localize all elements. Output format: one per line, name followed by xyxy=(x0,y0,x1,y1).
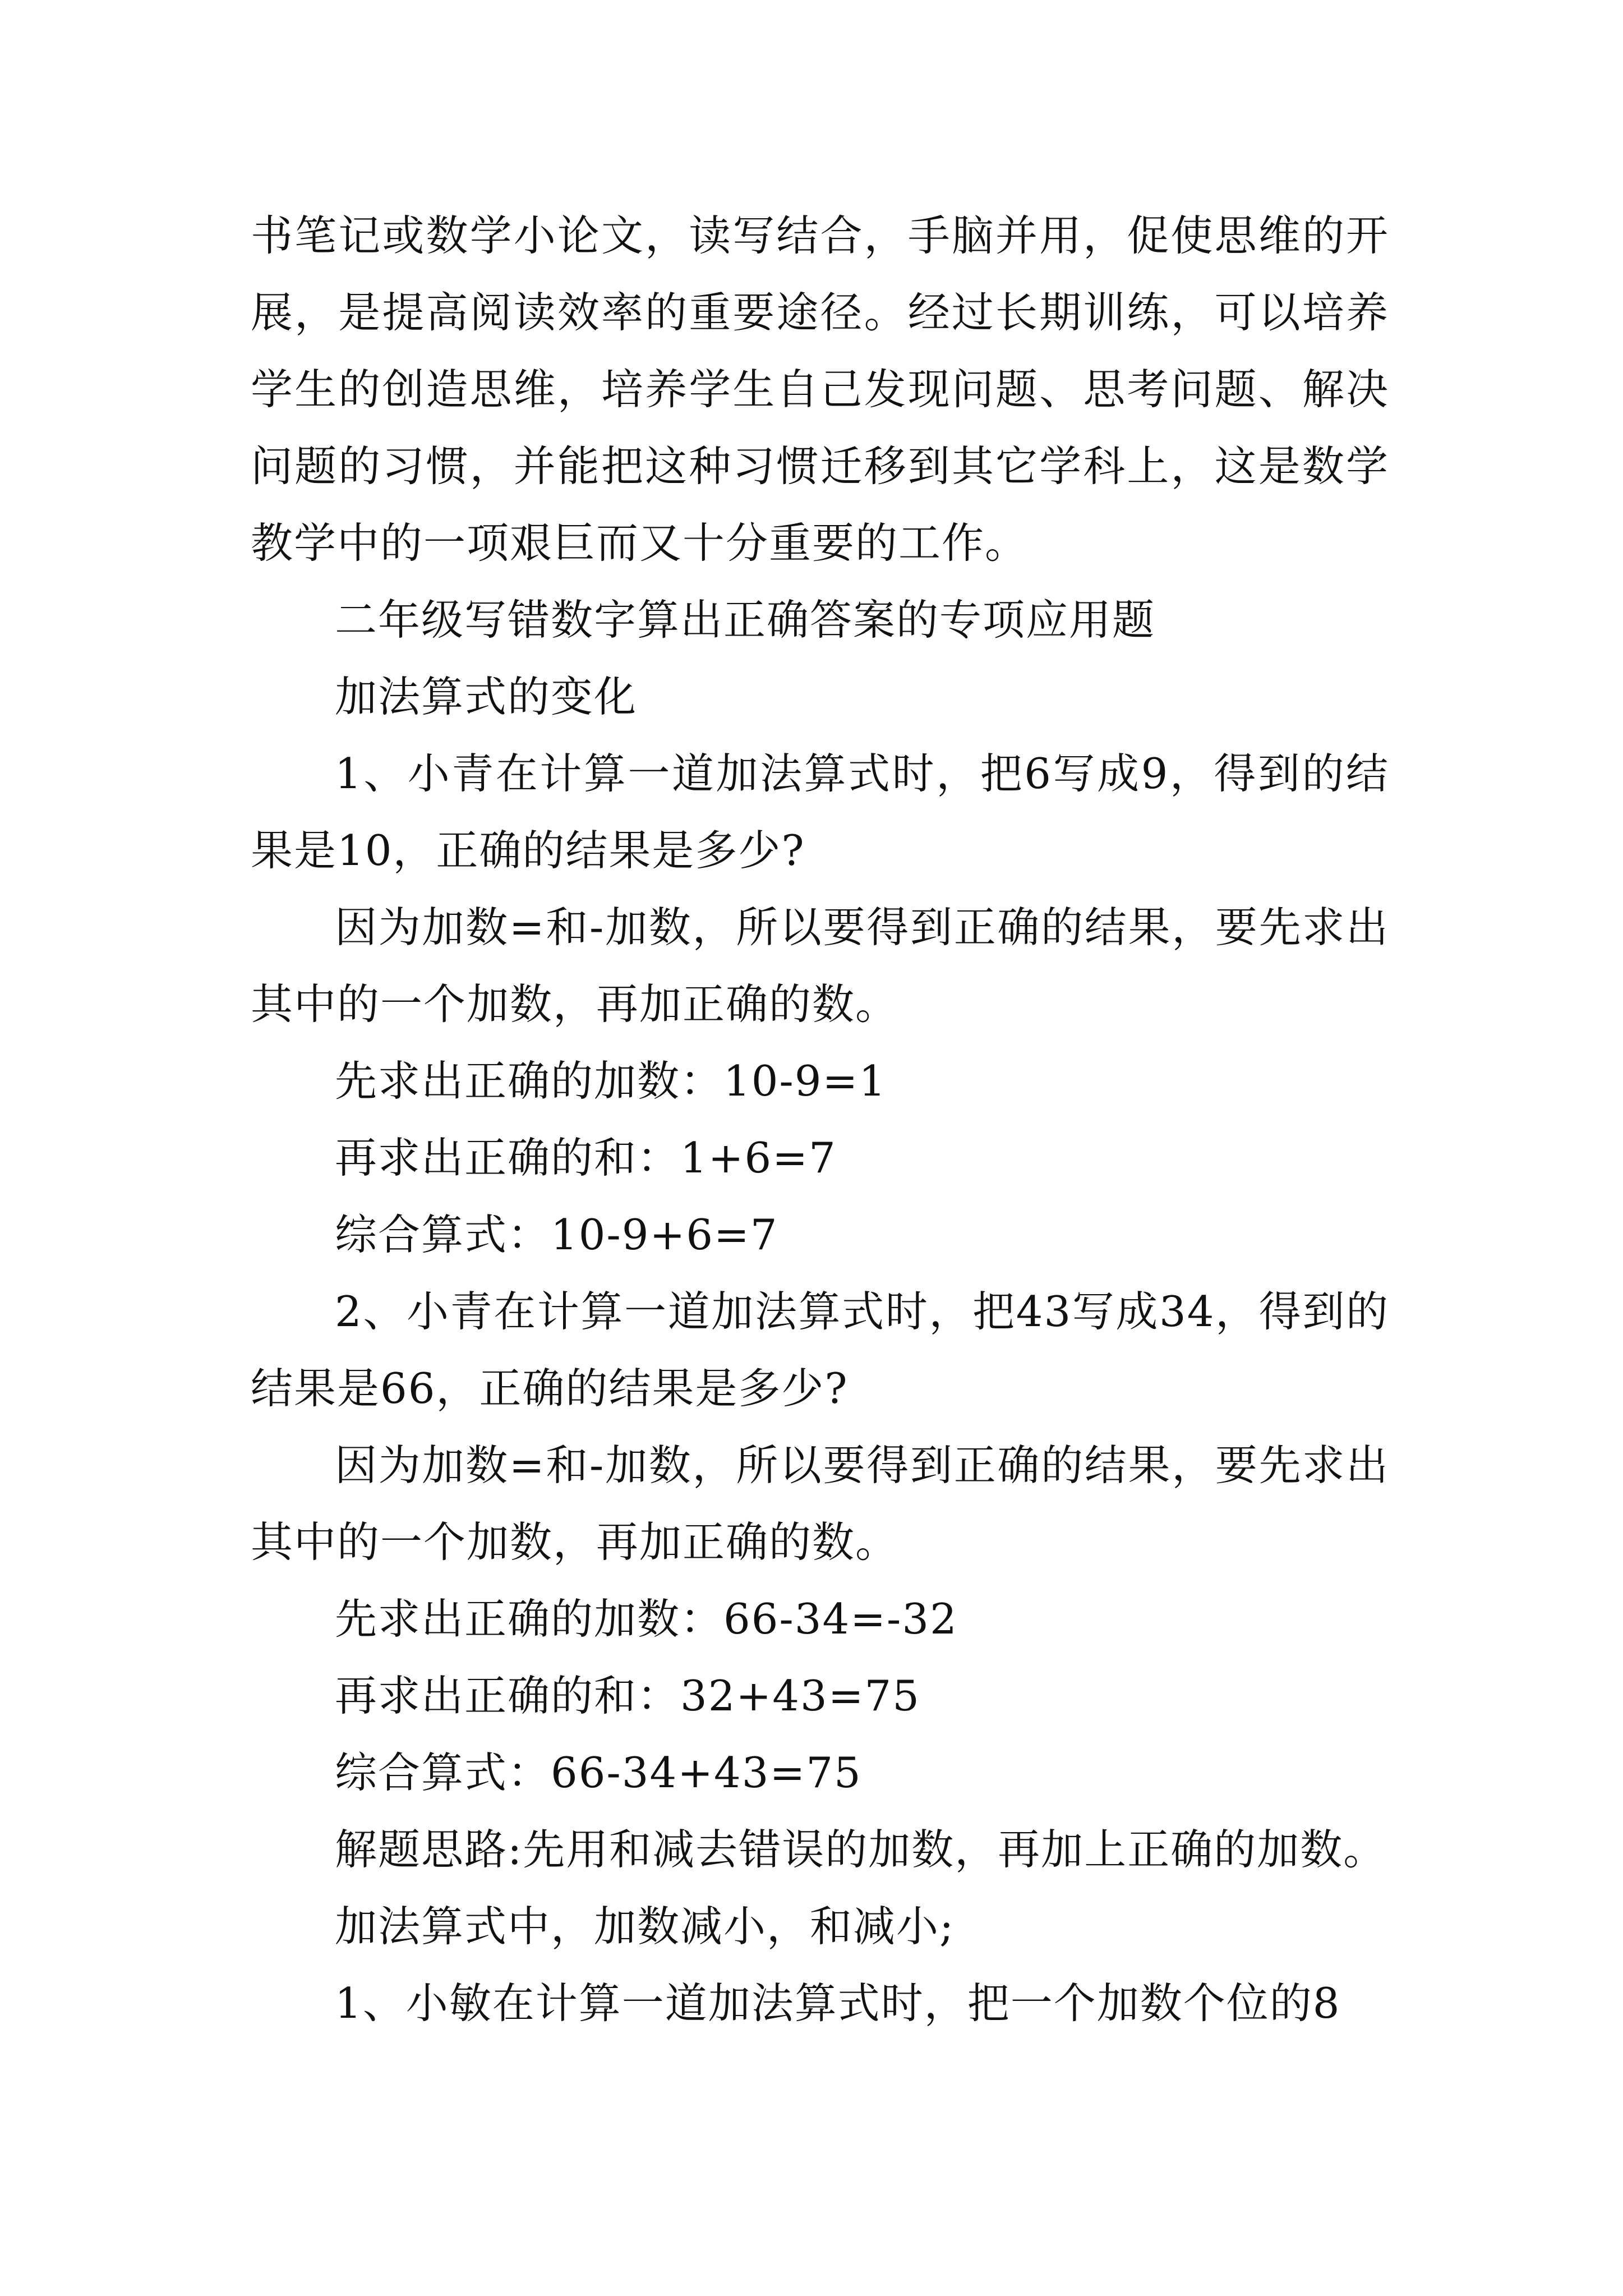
paragraph-continuation: 书笔记或数学小论文，读写结合，手脑并用，促使思维的开展，是提高阅读效率的重要途径。经过长期训练，可以培养学生的创造思维，培养学生自己发现问题、思考问题、解决问题的习惯，并能把这种习惯迁移到其它学科上，这是数学教学中的一项艰巨而又十分重要的工作。 xyxy=(251,211,1389,568)
problem-1: 1、小青在计算一道加法算式时，把6写成9，得到的结果是10，正确的结果是多少? xyxy=(251,749,1389,875)
document-body xyxy=(251,197,1389,2042)
step-1-find-addend: 先求出正确的加数：10-9=1 xyxy=(335,1056,887,1106)
explanation-2: 因为加数=和-加数，所以要得到正确的结果，要先求出其中的一个加数，再加正确的数。 xyxy=(251,1441,1389,1567)
rule-statement: 加法算式中，加数减小，和减小; xyxy=(335,1902,955,1951)
problem-2: 2、小青在计算一道加法算式时，把43写成34，得到的结果是66，正确的结果是多少? xyxy=(251,1287,1389,1413)
subsection-heading: 加法算式的变化 xyxy=(335,672,638,721)
step-2-combined: 综合算式：66-34+43=75 xyxy=(335,1748,862,1797)
step-2-find-sum: 再求出正确的和：32+43=75 xyxy=(335,1671,920,1720)
step-1-find-sum: 再求出正确的和：1+6=7 xyxy=(335,1133,837,1182)
section-heading: 二年级写错数字算出正确答案的专项应用题 xyxy=(335,595,1156,645)
problem-3-start: 1、小敏在计算一道加法算式时，把一个加数个位的8 xyxy=(335,1978,1341,2028)
explanation-1: 因为加数=和-加数，所以要得到正确的结果，要先求出其中的一个加数，再加正确的数。 xyxy=(251,903,1389,1029)
solution-approach: 解题思路:先用和减去错误的加数，再加上正确的加数。 xyxy=(335,1825,1387,1874)
step-1-combined: 综合算式：10-9+6=7 xyxy=(335,1210,778,1259)
step-2-find-addend: 先求出正确的加数：66-34=-32 xyxy=(335,1594,958,1644)
